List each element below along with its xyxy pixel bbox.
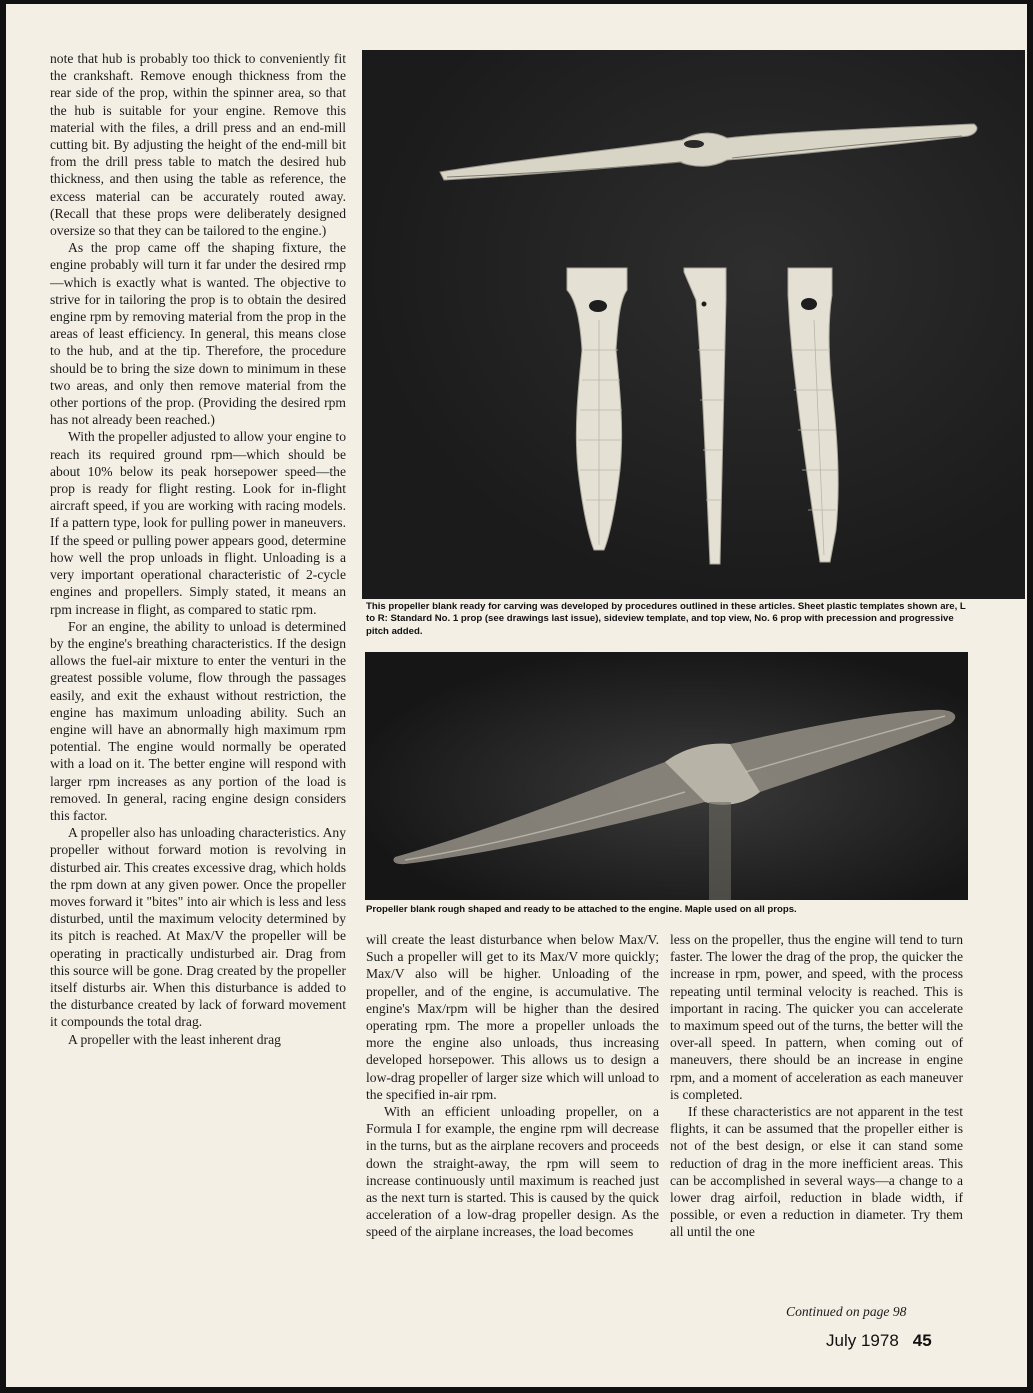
paragraph: With the propeller adjusted to allow your engine to reach its required ground rpm—which should be about 10% below its peak horsepower speed—the prop is ready for flight resting. Look for in-flight aircraft speed, if you are working with racing models. If a pattern type, look for pulling power in maneuvers. If the speed or pulling power appears good, determine how well the prop unloads in flight. Unloading is a very important operational characteristic of 2-cycle engines and propellers. Simply stated, it means an rpm increase in flight, as compared to static rpm. <box>50 429 346 617</box>
page-footer <box>826 1331 932 1351</box>
rough-propeller-illustration <box>365 652 968 900</box>
paragraph: If these characteristics are not apparent in the test flights, it can be assumed that the propeller either is not of the best design, or else it can stand some reduction of drag in the more inefficient areas. This can be accomplished in several ways—a change to a lower drag airfoil, reduction in blade width, if possible, or even a reduction in diameter. Try them all until the one <box>670 1104 963 1240</box>
propeller-templates-photo <box>362 50 1025 599</box>
paragraph: less on the propeller, thus the engine will tend to turn faster. The lower the drag of the prop, the quicker the increase in rpm, power, and speed, with the process repeating until terminal velocity is reached. This is important in racing. The quicker you can accelerate to maximum speed out of the turns, the better will the over-all speed. In pattern, when coming out of maneuvers, there should be an increase in engine rpm, and a moment of acceleration as each maneuver is completed. <box>670 932 963 1102</box>
page-number: 45 <box>912 1331 932 1350</box>
continued-note: Continued on page 98 <box>786 1304 907 1319</box>
paragraph: will create the least disturbance when below Max/V. Such a propeller will get to its Max/V more quickly; Max/V also will be higher. Unloading of the propeller, and of the engine, is accumulative. The engine's Max/rpm will be higher than the desired operating rpm. The more a propeller unloads the more the engine also unloads, thus increasing developed horsepower. This allows us to design a low-drag propeller of larger size which will unload to the specified in-air rpm. <box>366 932 659 1102</box>
photo-caption-bottom: Propeller blank rough shaped and ready to be attached to the engine. Maple used on all props. <box>366 904 797 915</box>
issue-date: July 1978 <box>826 1331 899 1350</box>
paragraph: As the prop came off the shaping fixture, the engine probably will turn it far under the desired rmp—which is exactly what is wanted. The objective to strive for in tailoring the prop is to obtain the desired engine rpm by removing material from the prop in the areas of least efficiency. In general, this means close to the hub, and at the tip. Therefore, the procedure should be to bring the size down to minimum in these two areas, and only then remove material from the other portions of the prop. (Providing the desired rpm has not already been reached.) <box>50 240 346 428</box>
paragraph: note that hub is probably too thick to conveniently fit the crankshaft. Remove enough thickness from the rear side of the prop, within the spinner area, so that the hub is suitable for your engine. Remove this material with the files, a drill press and an end-mill cutting bit. By adjusting the height of the end-mill bit from the drill press table to match the desired hub thickness, and then using the table as reference, the excess material can be accurately routed away. (Recall that these props were deliberately designed oversize so that they can be tailored to the engine.) <box>50 51 346 239</box>
middle-text-column <box>366 931 659 1241</box>
magazine-page <box>6 4 1027 1387</box>
propeller-templates-illustration <box>362 50 1025 599</box>
left-text-column <box>50 50 346 1048</box>
paragraph: For an engine, the ability to unload is determined by the engine's breathing characteristics. If the design allows the fuel-air mixture to enter the venturi in the greatest possible volume, flow through the passages easily, and exit the exhaust without restriction, the engine has maximum unloading ability. Such an engine will have an abnormally high maximum rpm potential. The engine would normally be operated with a load on it. The better engine will respond with larger rpm increases as any portion of the load is removed. In general, racing engine design considers this factor. <box>50 618 346 823</box>
paragraph: With an efficient unloading propeller, on a Formula I for example, the engine rpm will decrease in the turns, but as the airplane recovers and proceeds down the straight-away, the rpm will seem to increase continuously until maximum is reached just as the next turn is started. This is caused by the quick acceleration of a low-drag propeller design. As the speed of the airplane increases, the load becomes <box>366 1104 659 1240</box>
paragraph: A propeller also has unloading characteristics. Any propeller without forward motion is revolving in disturbed air. This creates excessive drag, which holds the rpm down at any given power. Once the propeller moves forward it "bites" into air which is less and less disturbed, until the maximum velocity determined by its pitch is reached. At Max/V the propeller will be operating in practically undisturbed air. Drag from this source will be gone. Drag created by the propeller itself disturbs air. When this disturbance is added to the disturbance created by lack of forward movement it compounds the total drag. <box>50 825 346 1030</box>
right-text-column <box>670 931 963 1241</box>
photo-caption-top: This propeller blank ready for carving was developed by procedures outlined in these articles. Sheet plastic templates shown are, L to R: Standard No. 1 prop (see drawings last issue), sideview template, and top view, No. 6 prop with precession and progressive pitch added. <box>366 601 966 637</box>
paragraph: A propeller with the least inherent drag <box>68 1031 281 1047</box>
propeller-rough-shaped-photo <box>365 652 968 900</box>
